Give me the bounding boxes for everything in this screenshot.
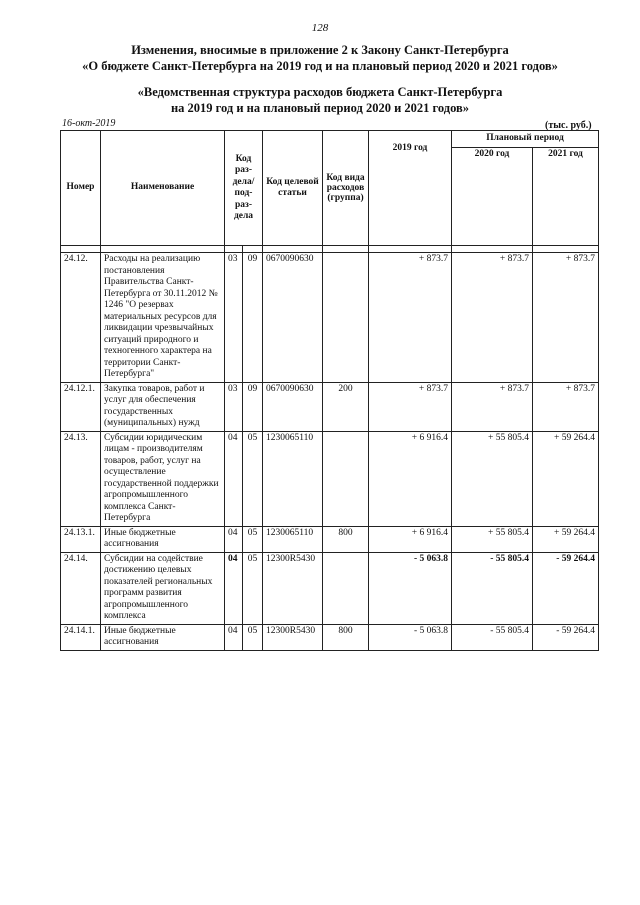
row-target: 1230065110 [263, 526, 323, 552]
row-number: 24.14.1. [61, 624, 101, 650]
row-expense-type: 800 [323, 526, 369, 552]
row-2020: + 873.7 [452, 382, 533, 431]
subtitle-line: «Ведомственная структура расходов бюджета Санкт-Петербурга [137, 85, 503, 99]
row-2019: - 5 063.8 [369, 552, 452, 624]
row-section: 04 [225, 624, 243, 650]
row-2019: + 873.7 [369, 253, 452, 383]
document-date: 16-окт-2019 [62, 118, 116, 129]
row-2021: + 873.7 [533, 382, 599, 431]
row-section: 04 [225, 431, 243, 526]
row-number: 24.12.1. [61, 382, 101, 431]
units-label: (тыс. руб.) [545, 120, 592, 131]
table-row [61, 624, 599, 650]
subtitle-line: на 2019 год и на плановый период 2020 и 2021 годов» [170, 101, 470, 115]
header-number: Номер [61, 131, 101, 246]
row-expense-type [323, 552, 369, 624]
row-subsection: 05 [243, 431, 263, 526]
row-2021: + 59 264.4 [533, 526, 599, 552]
row-2021: + 59 264.4 [533, 431, 599, 526]
row-name: Иные бюджетные ассигнования [101, 624, 225, 650]
header-2019: 2019 год [369, 131, 452, 246]
row-2020: + 55 805.4 [452, 526, 533, 552]
header-2020: 2020 год [452, 148, 533, 246]
row-2021: - 59 264.4 [533, 552, 599, 624]
row-section: 04 [225, 526, 243, 552]
row-2019: - 5 063.8 [369, 624, 452, 650]
row-expense-type: 200 [323, 382, 369, 431]
table-row [61, 382, 599, 431]
table-row [61, 253, 599, 383]
row-target: 12300R5430 [263, 624, 323, 650]
page-number: 128 [311, 22, 329, 34]
row-target: 0670090630 [263, 382, 323, 431]
row-section: 03 [225, 382, 243, 431]
row-name: Закупка товаров, работ и услуг для обеспечения государственных (муниципальных) нужд [101, 382, 225, 431]
header-name: Наименование [101, 131, 225, 246]
row-subsection: 09 [243, 253, 263, 383]
table-row [61, 526, 599, 552]
header-section: Код раз- дела/ под- раз- дела [225, 131, 263, 246]
row-number: 24.12. [61, 253, 101, 383]
row-section: 03 [225, 253, 243, 383]
row-2021: + 873.7 [533, 253, 599, 383]
title-line: «О бюджете Санкт-Петербурга на 2019 год и на плановый период 2020 и 2021 годов» [82, 59, 558, 73]
row-name: Субсидии юридическим лицам - производителям товаров, работ, услуг на осуществление государственной поддержки агропромышленного комплекса Санкт-Петербурга [101, 431, 225, 526]
row-2021: - 59 264.4 [533, 624, 599, 650]
row-expense-type: 800 [323, 624, 369, 650]
title-line: Изменения, вносимые в приложение 2 к Закону Санкт-Петербурга [131, 43, 509, 57]
row-expense-type [323, 431, 369, 526]
table-row [61, 552, 599, 624]
row-section: 04 [225, 552, 243, 624]
row-subsection: 05 [243, 526, 263, 552]
header-expense-type: Код вида расходов (группа) [323, 131, 369, 246]
row-name: Субсидии на содействие достижению целевых показателей региональных программ развития агропромышленного комплекса [101, 552, 225, 624]
row-2020: - 55 805.4 [452, 552, 533, 624]
row-2020: - 55 805.4 [452, 624, 533, 650]
row-2019: + 6 916.4 [369, 526, 452, 552]
row-subsection: 05 [243, 552, 263, 624]
row-name: Расходы на реализацию постановления Правительства Санкт-Петербурга от 30.11.2012 № 1246 "О резервах материальных ресурсов для ликвидации чрезвычайных ситуаций природного и техногенного характера на территории Санкт-Петербурга" [101, 253, 225, 383]
document-subtitle [40, 84, 600, 116]
row-number: 24.13.1. [61, 526, 101, 552]
budget-table [60, 130, 599, 651]
row-subsection: 09 [243, 382, 263, 431]
spacer-row [61, 246, 599, 253]
row-name: Иные бюджетные ассигнования [101, 526, 225, 552]
header-2021: 2021 год [533, 148, 599, 246]
row-subsection: 05 [243, 624, 263, 650]
row-number: 24.13. [61, 431, 101, 526]
header-planned: Плановый период [452, 131, 599, 148]
row-target: 12300R5430 [263, 552, 323, 624]
row-2019: + 6 916.4 [369, 431, 452, 526]
row-target: 0670090630 [263, 253, 323, 383]
row-2019: + 873.7 [369, 382, 452, 431]
row-2020: + 873.7 [452, 253, 533, 383]
row-expense-type [323, 253, 369, 383]
row-number: 24.14. [61, 552, 101, 624]
row-target: 1230065110 [263, 431, 323, 526]
row-2020: + 55 805.4 [452, 431, 533, 526]
document-title [40, 42, 600, 74]
header-target: Код целевой статьи [263, 131, 323, 246]
table-row [61, 431, 599, 526]
